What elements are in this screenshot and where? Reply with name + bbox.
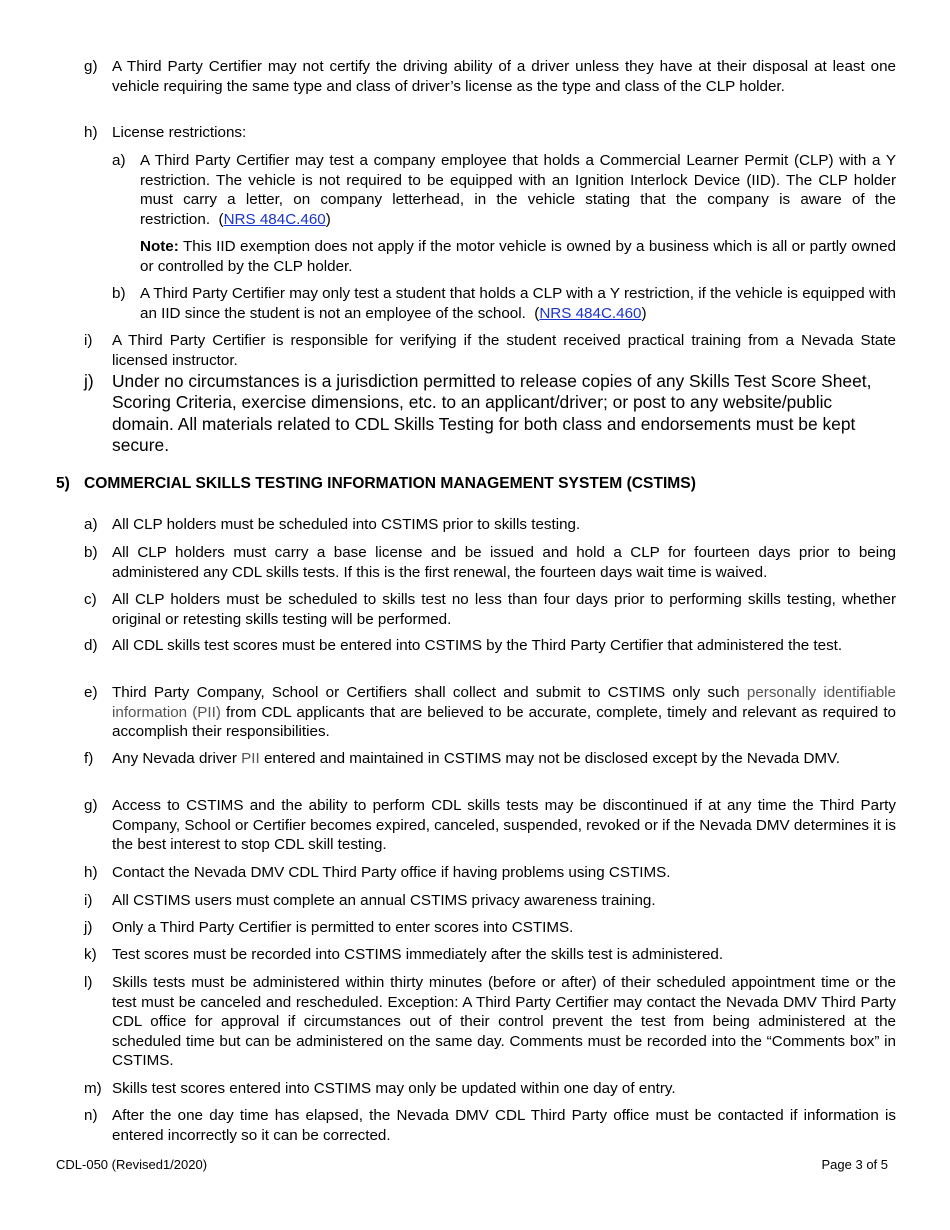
item-label: h) <box>84 124 98 141</box>
item-label: l) <box>84 974 93 991</box>
list-item-5j <box>84 918 896 938</box>
item-text: entered and maintained in CSTIMS may not be disclosed except by the Nevada DMV. <box>263 750 841 767</box>
item-text: A Third Party Certifier is responsible for verifying if the student received practical training from a Nevada State licensed instructor. <box>112 332 896 369</box>
list-item-5k <box>84 945 896 965</box>
item-text: Under no circumstances is a jurisdiction permitted to release copies of any Skills Test Score Sheet, Scoring Criteria, exercise dimensions, etc. to an applicant/driver; or post to any website/public domain. All materials related to CDL Skills Testing for both class and endorsements must be kept secure. <box>112 371 872 456</box>
page-number: Page 3 of 5 <box>821 1157 888 1172</box>
item-text: Contact the Nevada DMV CDL Third Party office if having problems using CSTIMS. <box>112 864 671 881</box>
section-number: 5) <box>56 475 70 492</box>
item-text: After the one day time has elapsed, the Nevada DMV CDL Third Party office must be contacted if information is entered incorrectly so it can be corrected. <box>112 1107 896 1144</box>
item-text: All CLP holders must carry a base license and be issued and hold a CLP for fourteen days prior to being administered any CDL skills tests. If this is the first renewal, the fourteen days wait time is waived. <box>112 544 896 581</box>
item-label: e) <box>84 684 98 701</box>
item-label: d) <box>84 637 98 654</box>
item-label: a) <box>84 516 98 533</box>
list-item-g <box>84 57 896 96</box>
note-text: This IID exemption does not apply if the motor vehicle is owned by a business which is all or partly owned or controlled by the CLP holder. <box>140 238 896 275</box>
list-item-5e <box>84 683 896 742</box>
item-text-block <box>112 683 896 742</box>
item-label: c) <box>84 591 97 608</box>
item-label: m) <box>84 1080 102 1097</box>
item-label: g) <box>84 797 98 814</box>
list-item-5m <box>84 1079 896 1099</box>
item-label: j) <box>84 371 94 391</box>
list-item-5f <box>84 749 896 769</box>
item-text: Test scores must be recorded into CSTIMS immediately after the skills test is administered. <box>112 946 724 963</box>
list-item-5n <box>84 1106 896 1145</box>
item-text: All CDL skills test scores must be entered into CSTIMS by the Third Party Certifier that administered the test. <box>112 637 843 654</box>
list-item-j <box>84 371 896 457</box>
nrs-link[interactable]: NRS 484C.460 <box>223 210 326 228</box>
item-label: j) <box>84 919 93 936</box>
nrs-link[interactable]: NRS 484C.460 <box>539 304 642 322</box>
item-text: All CLP holders must be scheduled into CSTIMS prior to skills testing. <box>112 516 581 533</box>
item-text: Skills test scores entered into CSTIMS may only be updated within one day of entry. <box>112 1080 676 1097</box>
item-label: f) <box>84 750 94 767</box>
item-label: h) <box>84 864 98 881</box>
item-text: All CSTIMS users must complete an annual CSTIMS privacy awareness training. <box>112 892 656 909</box>
pii-term: personally identifiable information (PII) <box>112 684 896 721</box>
item-text: Third Party Company, School or Certifiers shall collect and submit to CSTIMS only such <box>112 684 740 701</box>
list-item-5a <box>84 515 896 535</box>
list-item-5i <box>84 891 896 911</box>
item-text: Only a Third Party Certifier is permitted to enter scores into CSTIMS. <box>112 919 574 936</box>
item-text-block: A Third Party Certifier may only test a student that holds a CLP with a Y restriction, if the vehicle is equipped with an IID since the student is not an employee of the school. (NRS 484C.460) <box>140 285 896 322</box>
section-heading <box>56 475 696 493</box>
list-item-5l <box>84 973 896 1071</box>
item-label: i) <box>84 892 93 909</box>
note-label: Note: <box>140 238 179 255</box>
item-text-block <box>112 749 896 769</box>
form-id: CDL-050 (Revised1/2020) <box>56 1157 208 1172</box>
list-item-5h <box>84 863 896 883</box>
item-text: Skills tests must be administered within thirty minutes (before or after) of their scheduled appointment time or the test must be canceled and rescheduled. Exception: A Third Party Certifier may contact the Nevada DMV Third Party CDL office for approval if circumstances out of their control prevent the test from being administered at the scheduled time but can be administered on the same day. Comments must be recorded into the “Comments box” in CSTIMS. <box>112 974 896 1070</box>
item-text: A Third Party Certifier may not certify the driving ability of a driver unless they have at their disposal at least one vehicle requiring the same type and class of driver’s license as the type and class of the CLP holder. <box>112 58 896 95</box>
item-text: All CLP holders must be scheduled to skills test no less than four days prior to performing skills testing, whether original or retesting skills testing will be performed. <box>112 591 896 628</box>
sub-item-h-b <box>112 284 896 323</box>
item-text: License restrictions: <box>112 124 247 141</box>
section-title: COMMERCIAL SKILLS TESTING INFORMATION MANAGEMENT SYSTEM (CSTIMS) <box>84 475 696 492</box>
item-text: Access to CSTIMS and the ability to perform CDL skills tests may be discontinued if at any time the Third Party Company, School or Certifier becomes expired, canceled, suspended, revoked or if the Nevada DMV determines it is the best interest to stop CDL skill testing. <box>112 797 896 854</box>
list-item-5d <box>84 636 896 656</box>
pii-term: PII <box>241 750 260 767</box>
list-item-i <box>84 331 896 370</box>
item-label: b) <box>84 544 98 561</box>
item-label: a) <box>112 152 126 169</box>
item-text: Any Nevada driver <box>112 750 237 767</box>
item-text: A Third Party Certifier may only test a student that holds a CLP with a Y restriction, if the vehicle is equipped with an IID since the student is not an employee of the school. <box>140 285 896 322</box>
list-item-5b <box>84 543 896 582</box>
item-text: A Third Party Certifier may test a company employee that holds a Commercial Learner Permit (CLP) with a Y restriction. The vehicle is not required to be equipped with an Ignition Interlock Device (IID). The CLP holder must carry a letter, on company letterhead, in the vehicle stating that the company is aware of the restriction. <box>140 152 896 228</box>
list-item-h <box>84 123 896 143</box>
item-label: n) <box>84 1107 98 1124</box>
item-label: k) <box>84 946 97 963</box>
item-text: from CDL applicants that are believed to be accurate, complete, timely and relevant as required to accomplish their responsibilities. <box>112 703 896 741</box>
sub-item-h-a <box>112 151 896 229</box>
list-item-5g <box>84 796 896 855</box>
item-label: b) <box>112 285 126 302</box>
note-block <box>112 237 896 276</box>
item-label: g) <box>84 58 98 75</box>
list-item-5c <box>84 590 896 629</box>
item-label: i) <box>84 332 93 349</box>
item-text-block: A Third Party Certifier may test a company employee that holds a Commercial Learner Permit (CLP) with a Y restriction. The vehicle is not required to be equipped with an Ignition Interlock Device (IID). The CLP holder must carry a letter, on company letterhead, in the vehicle stating that the company is aware of the restriction. (NRS 484C.460) <box>140 152 896 228</box>
note-text-block <box>140 237 896 276</box>
